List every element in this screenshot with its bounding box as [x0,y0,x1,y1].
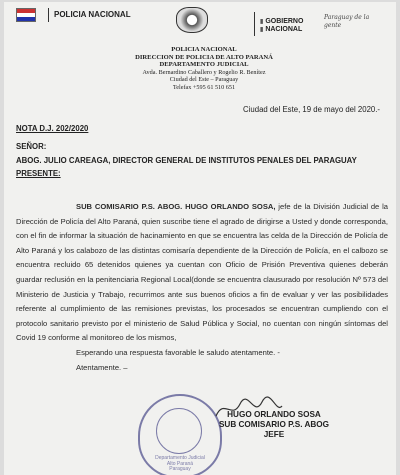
body-paragraph-1 [16,200,388,346]
note-number: NOTA D.J. 202/2020 [16,124,89,133]
stamp-line: Departamento Judicial [155,455,205,461]
salutation: SEÑOR: [16,142,47,151]
signature-block [204,410,344,440]
header-police-label: POLICIA NACIONAL [54,10,131,19]
letterhead-line: DEPARTAMENTO JUDICIAL [159,61,249,69]
letter-date: Ciudad del Este, 19 de mayo del 2020.- [243,105,380,114]
letterhead-line: DIRECCION DE POLICIA DE ALTO PARANÁ [135,53,273,61]
closing: Atentamente. – [76,362,128,372]
letterhead-phone: Telefax +595 61 510 651 [172,83,236,91]
letter-body [16,200,388,375]
letterhead-address: Avda. Bernardino Caballero y Rogelio R. Benítez [142,68,266,76]
header-bar [4,2,396,40]
stamp-text [148,456,212,473]
signer-title: JEFE [263,430,285,439]
letterhead-line: POLICIA NACIONAL [171,46,237,53]
letterhead-city: Ciudad del Este – Paraguay [169,76,239,84]
bullet-icon: ▮ [260,19,264,25]
header-divider [48,8,49,22]
letterhead [104,46,304,92]
national-seal-icon [176,7,208,33]
bullet-icon: ▮ [260,27,264,33]
stamp-line: Paraguay [169,466,191,472]
document-page [4,2,396,475]
government-label [260,18,303,34]
stamp-emblem-icon [156,408,202,454]
paragraph-text: jefe de la División Judicial de la Dirección de Policía del Alto Paraná, quien suscribe tiene el agrado de dirigirse a Usted y donde corresponda, con el fin de informar la situación de hacinamiento en que se encuentra las celda de la Dirección de Policía de Alto Paraná y los calabozo de las distintas comisaría dependiente de la Dirección de Policía, en el calbozo se encuentra recluido 65 detenidos quienes ya cuentan con Oficio de Prisión Preventiva quienes deberán guardar reclusión en la penitenciaria Regional Local(donde se encuentra clausurado por resolución Nº 573 del Ministerio de Justicia y Trabajo, recurrimos ante sus buenos oficios a fin de evaluar y ver las posibilidades referente al cumplimiento de las remisiones previstas, los procesados se encuentran cumpliendo con el protocolo sanitario previsto por el ministerio de Salud Pública y Social, no cuentan con ningún síntomas del Covid 19 conforme al monitoreo de los mismos, [16,202,388,343]
sender-name: SUB COMISARIO P.S. ABOG. HUGO ORLANDO SOSA, [76,202,276,211]
paraguay-flag-icon [16,8,36,22]
signer-rank: SUB COMISARIO P.S. ABOG [218,420,330,429]
gov-line-2: NACIONAL [265,26,303,33]
header-divider [254,12,255,36]
stamp-line: Alto Paraná [166,460,194,467]
motto-logo: Paraguay de la gente [324,14,370,29]
signer-name: HUGO ORLANDO SOSA [227,410,321,419]
addressee: ABOG. JULIO CAREAGA, DIRECTOR GENERAL DE INSTITUTOS PENALES DEL PARAGUAY [16,156,357,165]
body-paragraph-2: Esperando una respuesta favorable le saludo atentamente. - [76,347,280,357]
presente-label: PRESENTE: [16,169,61,178]
gov-line-1: GOBIERNO [265,18,304,25]
